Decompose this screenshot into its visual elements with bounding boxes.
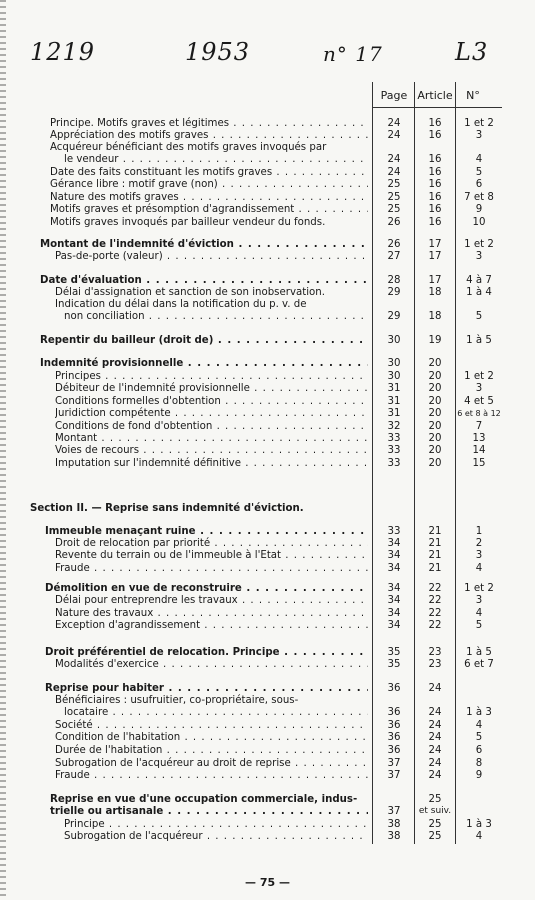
index-entry bbox=[0, 502, 535, 515]
entry-number: 13 bbox=[472, 433, 486, 444]
header-article: Article bbox=[417, 89, 453, 102]
index-entry bbox=[0, 830, 535, 843]
entry-page: 33 bbox=[387, 433, 401, 444]
entry-article: 16 bbox=[428, 217, 442, 228]
entry-number: 1 à 3 bbox=[466, 707, 492, 718]
entry-article: 16 bbox=[428, 154, 442, 165]
header-page: Page bbox=[380, 89, 408, 102]
header-number: N° bbox=[466, 89, 480, 102]
entry-number: 3 bbox=[475, 130, 483, 141]
entry-article: 22 bbox=[428, 608, 442, 619]
entry-page: 33 bbox=[387, 526, 401, 537]
entry-article: 16 bbox=[428, 130, 442, 141]
entry-page: 34 bbox=[387, 550, 401, 561]
entry-article: 22 bbox=[428, 620, 442, 631]
index-entry bbox=[0, 562, 535, 575]
index-entry bbox=[0, 216, 535, 229]
entry-label: Bénéficiaires : usufruitier, co-propriétaire, sous- bbox=[55, 695, 299, 706]
entry-page: 30 bbox=[387, 358, 401, 369]
entry-label: Société . . . bbox=[55, 719, 368, 732]
entry-page: 24 bbox=[387, 154, 401, 165]
entry-number: 3 bbox=[475, 383, 483, 394]
entry-article: 25 bbox=[428, 831, 442, 842]
entry-page: 26 bbox=[387, 217, 401, 228]
index-entry bbox=[0, 706, 535, 719]
handwritten-code: L3 bbox=[455, 38, 489, 66]
entry-page: 29 bbox=[387, 287, 401, 298]
entry-page: 37 bbox=[387, 758, 401, 769]
entry-label: Gérance libre : motif grave (non) . . . bbox=[50, 178, 368, 191]
index-entry bbox=[0, 178, 535, 191]
entry-number: 9 bbox=[475, 204, 483, 215]
entry-number: 3 bbox=[475, 550, 483, 561]
entry-label: Conditions formelles d'obtention . . . bbox=[55, 395, 368, 408]
entry-number: 1 à 5 bbox=[466, 647, 492, 658]
entry-label: Débiteur de l'indemnité provisionnelle . . . bbox=[55, 382, 368, 395]
entry-number: 6 et 7 bbox=[464, 659, 494, 670]
entry-article: 20 bbox=[428, 371, 442, 382]
entry-page: 36 bbox=[387, 732, 401, 743]
entry-article: 20 bbox=[428, 383, 442, 394]
entry-label: Acquéreur bénéficiant des motifs graves invoqués par bbox=[50, 142, 327, 153]
index-entry bbox=[0, 153, 535, 166]
entry-number: 1 et 2 bbox=[464, 371, 494, 382]
entry-article: 21 bbox=[428, 538, 442, 549]
entry-number: 4 bbox=[475, 831, 483, 842]
entry-page: 31 bbox=[387, 396, 401, 407]
entry-label: Durée de l'habitation . . . bbox=[55, 744, 368, 757]
entry-page: 34 bbox=[387, 583, 401, 594]
entry-label: Subrogation de l'acquéreur au droit de reprise . . . bbox=[55, 757, 368, 770]
entry-number: 4 bbox=[475, 608, 483, 619]
entry-number: 4 à 7 bbox=[466, 275, 492, 286]
entry-label: Fraude . . . bbox=[55, 769, 368, 782]
entry-article: 17 bbox=[428, 251, 442, 262]
entry-page: 27 bbox=[387, 251, 401, 262]
entry-number: 5 bbox=[475, 311, 483, 322]
index-entry bbox=[0, 382, 535, 395]
entry-label: Juridiction compétente . . . bbox=[55, 407, 368, 420]
entry-article: 21 bbox=[428, 563, 442, 574]
entry-article: 16 bbox=[428, 118, 442, 129]
entry-article: 22 bbox=[428, 583, 442, 594]
entry-number: 7 et 8 bbox=[464, 192, 494, 203]
entry-page: 38 bbox=[387, 831, 401, 842]
entry-article: 23 bbox=[428, 659, 442, 670]
entry-number: 1 à 5 bbox=[466, 335, 492, 346]
index-entry bbox=[0, 731, 535, 744]
entry-article: 24 bbox=[428, 732, 442, 743]
index-entry bbox=[0, 310, 535, 323]
entry-number: 1 à 3 bbox=[466, 819, 492, 830]
entry-page: 31 bbox=[387, 383, 401, 394]
entry-number: 4 bbox=[475, 154, 483, 165]
entry-page: 33 bbox=[387, 445, 401, 456]
entry-article: 24 bbox=[428, 720, 442, 731]
entry-label: Revente du terrain ou de l'immeuble à l'Etat . . . bbox=[55, 549, 368, 562]
entry-label: Appréciation des motifs graves . . . bbox=[50, 129, 368, 142]
entry-number: 5 bbox=[475, 732, 483, 743]
handwritten-year: 1953 bbox=[185, 38, 251, 66]
index-entry bbox=[0, 619, 535, 632]
index-entry bbox=[0, 658, 535, 671]
entry-page: 35 bbox=[387, 647, 401, 658]
entry-page: 34 bbox=[387, 595, 401, 606]
entry-page: 35 bbox=[387, 659, 401, 670]
entry-page: 24 bbox=[387, 167, 401, 178]
entry-article: 21 bbox=[428, 550, 442, 561]
entry-page: 25 bbox=[387, 179, 401, 190]
entry-article: 17 bbox=[428, 239, 442, 250]
entry-label: Nature des travaux . . . bbox=[55, 607, 368, 620]
entry-label: trielle ou artisanale . . . bbox=[50, 805, 368, 818]
entry-label: Indemnité provisionnelle . . . bbox=[40, 357, 368, 370]
entry-article: 16 bbox=[428, 204, 442, 215]
entry-article: 25 bbox=[428, 819, 442, 830]
entry-page: 25 bbox=[387, 192, 401, 203]
index-entry bbox=[0, 250, 535, 263]
entry-article: 20 bbox=[428, 408, 442, 419]
entry-number: 1 à 4 bbox=[466, 287, 492, 298]
entry-page: 36 bbox=[387, 683, 401, 694]
entry-article: 24 bbox=[428, 707, 442, 718]
entry-article: 25 bbox=[428, 794, 442, 805]
handwritten-number: n° 17 bbox=[323, 42, 383, 66]
entry-number: 14 bbox=[472, 445, 486, 456]
index-entry bbox=[0, 407, 535, 420]
entry-label: Droit de relocation par priorité . . . bbox=[55, 537, 368, 550]
page-number: — 75 — bbox=[245, 876, 290, 889]
entry-article: 18 bbox=[428, 311, 442, 322]
entry-article: 24 bbox=[428, 745, 442, 756]
entry-label: Condition de l'habitation . . . bbox=[55, 731, 368, 744]
entry-label: Reprise pour habiter . . . bbox=[45, 682, 368, 695]
entry-label: Montant . . . bbox=[55, 432, 368, 445]
entry-article: 17 bbox=[428, 275, 442, 286]
entry-label: Motifs graves invoqués par bailleur vendeur du fonds. bbox=[50, 217, 326, 228]
entry-label: Voies de recours . . . bbox=[55, 444, 368, 457]
entry-article: 21 bbox=[428, 526, 442, 537]
entry-label: Fraude . . . bbox=[55, 562, 368, 575]
entry-article: 16 bbox=[428, 179, 442, 190]
entry-article: 22 bbox=[428, 595, 442, 606]
entry-page: 29 bbox=[387, 311, 401, 322]
entry-article: 20 bbox=[428, 358, 442, 369]
entry-page: 30 bbox=[387, 335, 401, 346]
entry-page: 36 bbox=[387, 707, 401, 718]
entry-label: Imputation sur l'indemnité définitive . . . bbox=[55, 457, 368, 470]
entry-label: Délai pour entreprendre les travaux . . . bbox=[55, 594, 368, 607]
entry-label: Exception d'agrandissement . . . bbox=[55, 619, 368, 632]
index-entry bbox=[0, 594, 535, 607]
entry-number: 4 bbox=[475, 563, 483, 574]
entry-page: 36 bbox=[387, 745, 401, 756]
entry-number: 1 bbox=[475, 526, 483, 537]
entry-label: Droit préférentiel de relocation. Principe . . . bbox=[45, 646, 368, 659]
entry-number: 2 bbox=[475, 538, 483, 549]
entry-article: 20 bbox=[428, 396, 442, 407]
index-entry bbox=[0, 769, 535, 782]
entry-number: 3 bbox=[475, 251, 483, 262]
entry-number: 6 et 8 à 12 bbox=[457, 409, 501, 418]
entry-page: 24 bbox=[387, 130, 401, 141]
entry-page: 34 bbox=[387, 538, 401, 549]
entry-label: Reprise en vue d'une occupation commerciale, indus- bbox=[50, 794, 358, 805]
entry-page: 31 bbox=[387, 408, 401, 419]
entry-number: 10 bbox=[472, 217, 486, 228]
entry-label: Principe . . . bbox=[64, 818, 368, 831]
entry-page: 34 bbox=[387, 620, 401, 631]
entry-number: 1 et 2 bbox=[464, 118, 494, 129]
entry-number: 6 bbox=[475, 745, 483, 756]
entry-label: Nature des motifs graves . . . bbox=[50, 191, 368, 204]
entry-page: 34 bbox=[387, 608, 401, 619]
entry-number: 3 bbox=[475, 595, 483, 606]
entry-article: 16 bbox=[428, 167, 442, 178]
entry-label: Motifs graves et présomption d'agrandissement . . . bbox=[50, 203, 368, 216]
entry-number: 4 bbox=[475, 720, 483, 731]
entry-label: Subrogation de l'acquéreur . . . bbox=[64, 830, 368, 843]
header-rule bbox=[372, 107, 502, 108]
entry-page: 37 bbox=[387, 770, 401, 781]
entry-article: 19 bbox=[428, 335, 442, 346]
index-entry bbox=[0, 203, 535, 216]
entry-page: 32 bbox=[387, 421, 401, 432]
entry-label: Date d'évaluation . . . bbox=[40, 274, 368, 287]
entry-label: Date des faits constituant les motifs graves . . . bbox=[50, 166, 368, 179]
entry-label: Modalités d'exercice . . . bbox=[55, 658, 368, 671]
index-entry bbox=[0, 744, 535, 757]
entry-article: 16 bbox=[428, 192, 442, 203]
entry-page: 38 bbox=[387, 819, 401, 830]
entry-number: 15 bbox=[472, 458, 486, 469]
entry-article: 24 bbox=[428, 770, 442, 781]
entry-label: Pas-de-porte (valeur) . . . bbox=[55, 250, 368, 263]
entry-article: 24 bbox=[428, 758, 442, 769]
entry-number: 7 bbox=[475, 421, 483, 432]
entry-article: 20 bbox=[428, 421, 442, 432]
entry-label: Démolition en vue de reconstruire . . . bbox=[45, 582, 368, 595]
index-entry bbox=[0, 805, 535, 818]
entry-page: 34 bbox=[387, 563, 401, 574]
index-entry bbox=[0, 457, 535, 470]
entry-page: 30 bbox=[387, 371, 401, 382]
entry-label: Section II. — Reprise sans indemnité d'éviction. bbox=[30, 503, 304, 514]
entry-label: non conciliation . . . bbox=[64, 310, 368, 323]
index-entry bbox=[0, 444, 535, 457]
entry-number: 4 et 5 bbox=[464, 396, 494, 407]
entry-article: et suiv. bbox=[418, 806, 452, 816]
entry-label: Immeuble menaçant ruine . . . bbox=[45, 525, 368, 538]
index-entry bbox=[0, 334, 535, 347]
entry-page: 26 bbox=[387, 239, 401, 250]
entry-page: 36 bbox=[387, 720, 401, 731]
entry-page: 37 bbox=[387, 806, 401, 817]
entry-article: 20 bbox=[428, 433, 442, 444]
entry-label: Conditions de fond d'obtention . . . bbox=[55, 420, 368, 433]
entry-number: 5 bbox=[475, 620, 483, 631]
index-entry bbox=[0, 549, 535, 562]
entry-article: 20 bbox=[428, 445, 442, 456]
handwritten-number-left: 1219 bbox=[30, 38, 96, 66]
entry-number: 1 et 2 bbox=[464, 239, 494, 250]
entry-page: 33 bbox=[387, 458, 401, 469]
entry-number: 9 bbox=[475, 770, 483, 781]
entry-page: 28 bbox=[387, 275, 401, 286]
entry-number: 8 bbox=[475, 758, 483, 769]
entry-label: Principe. Motifs graves et légitimes . . . bbox=[50, 117, 368, 130]
entry-number: 1 et 2 bbox=[464, 583, 494, 594]
entry-label: Délai d'assignation et sanction de son inobservation. bbox=[55, 287, 325, 298]
entry-label: Montant de l'indemnité d'éviction . . . bbox=[40, 238, 368, 251]
entry-article: 24 bbox=[428, 683, 442, 694]
entry-label: le vendeur . . . bbox=[64, 153, 368, 166]
entry-number: 6 bbox=[475, 179, 483, 190]
entry-label: locataire . . . bbox=[64, 706, 368, 719]
entry-article: 23 bbox=[428, 647, 442, 658]
entry-page: 24 bbox=[387, 118, 401, 129]
entry-label: Principes . . . bbox=[55, 370, 368, 383]
index-entry bbox=[0, 357, 535, 370]
entry-number: 5 bbox=[475, 167, 483, 178]
entry-label: Indication du délai dans la notification du p. v. de bbox=[55, 299, 307, 310]
entry-article: 20 bbox=[428, 458, 442, 469]
entry-label: Repentir du bailleur (droit de) . . . bbox=[40, 334, 368, 347]
entry-page: 25 bbox=[387, 204, 401, 215]
entry-article: 18 bbox=[428, 287, 442, 298]
